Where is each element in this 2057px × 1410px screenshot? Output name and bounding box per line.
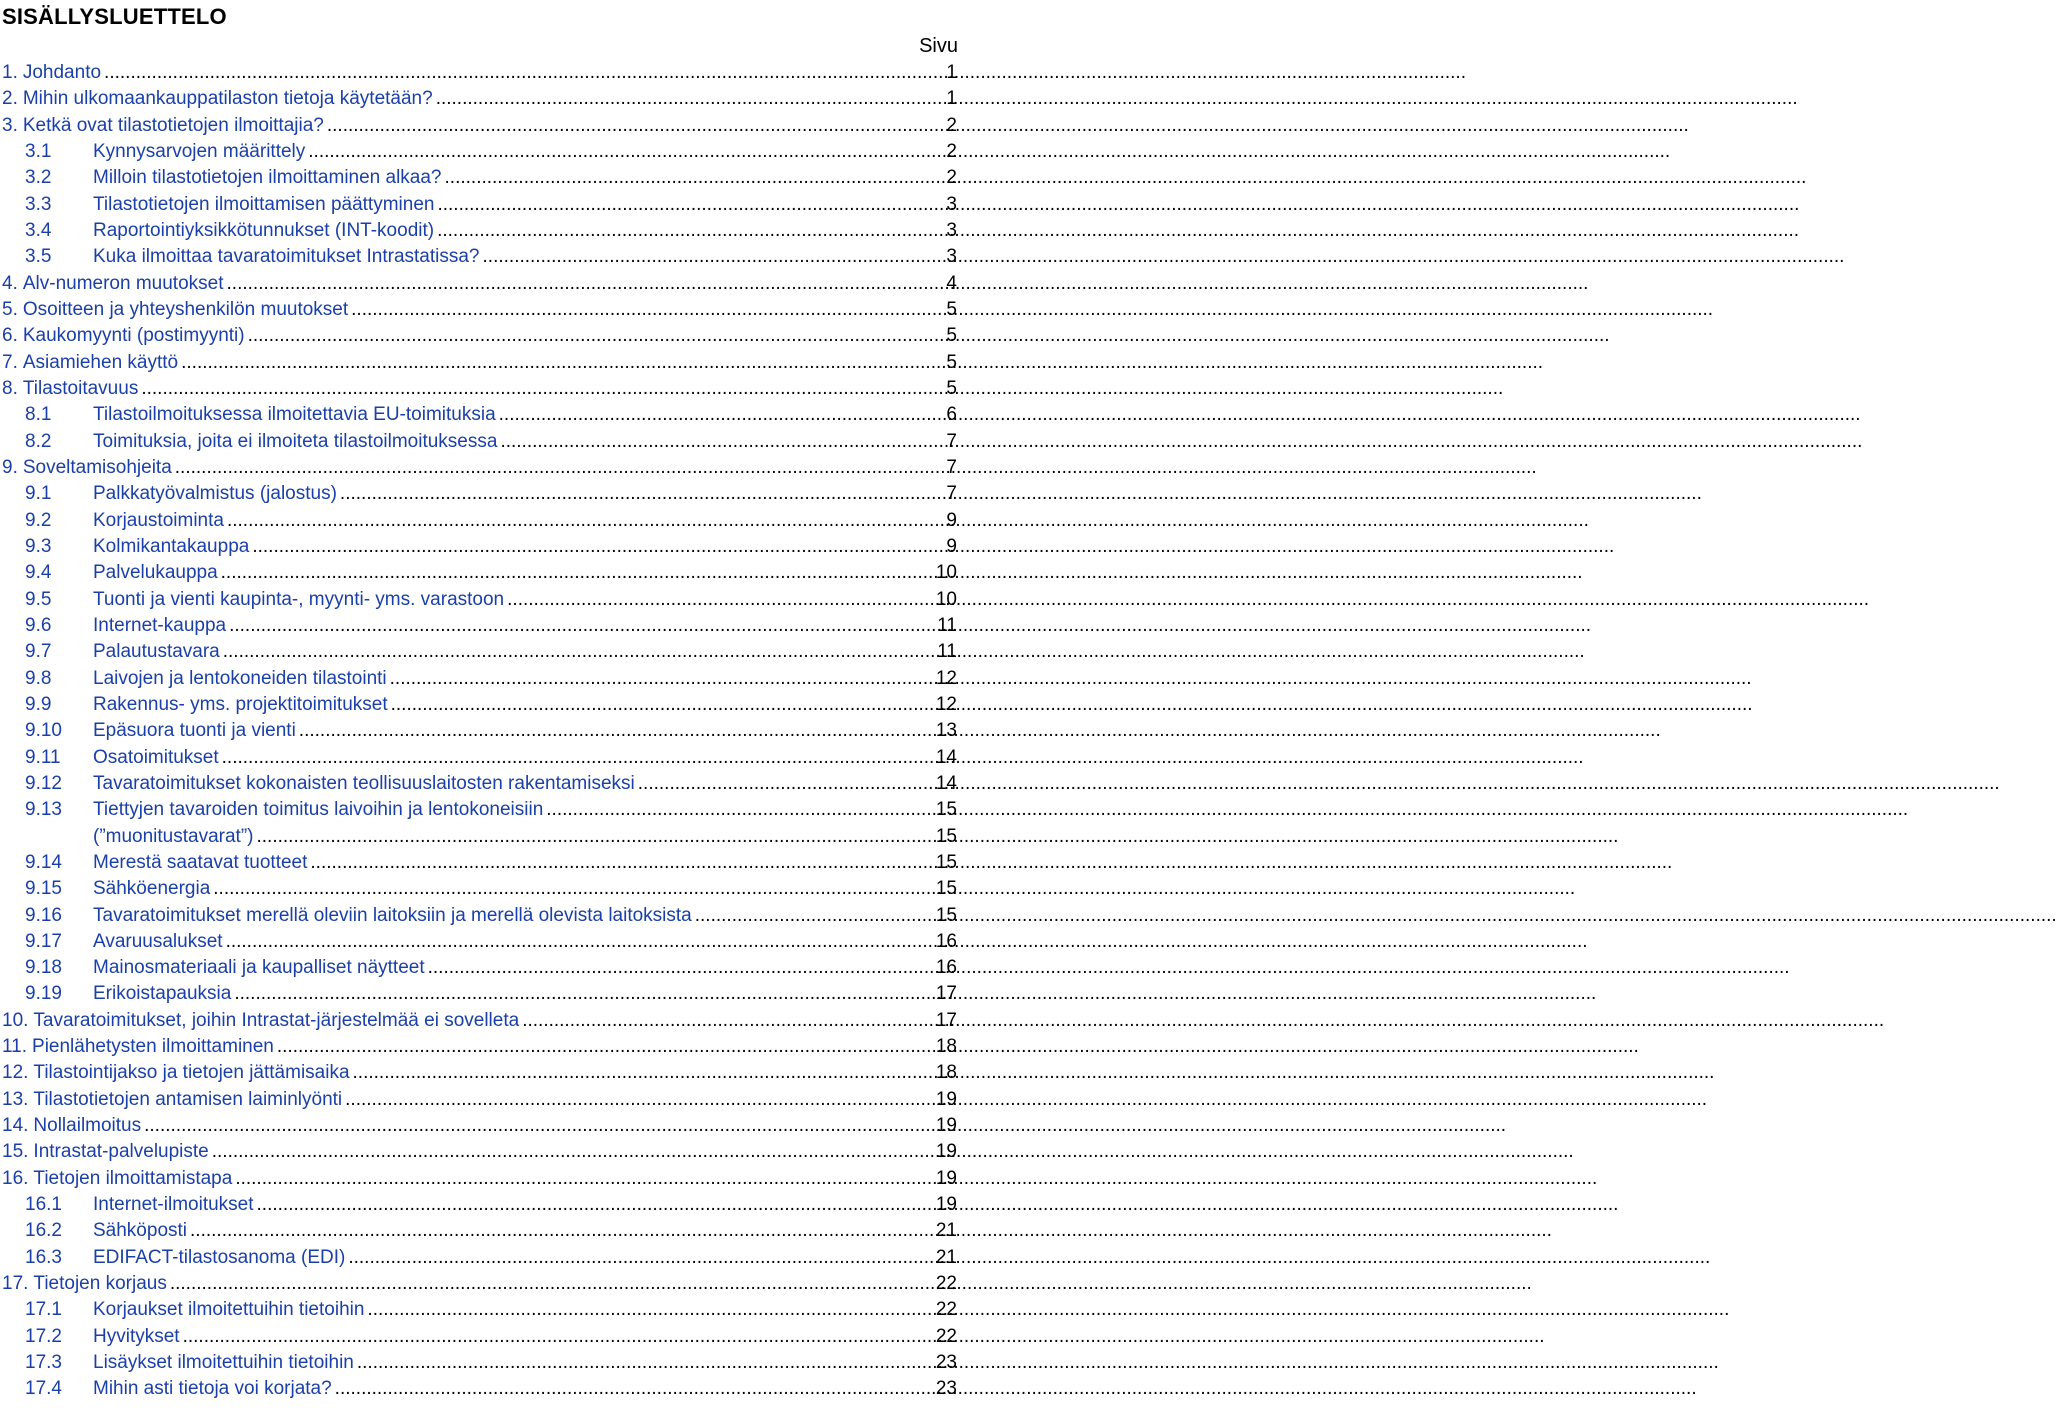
toc-entry-page: 16 xyxy=(935,930,957,952)
toc-leader-dots xyxy=(499,402,944,428)
toc-entry-number[interactable]: 9.18 xyxy=(25,957,62,979)
toc-leader-dots xyxy=(353,1060,933,1086)
toc-entry-link[interactable]: Tavaratoimitukset, joihin Intrastat-järjestelmää ei sovelleta xyxy=(33,1009,520,1031)
toc-entry-link[interactable]: Tavaratoimitukset merellä oleviin laitoksiin ja merellä olevista laitoksista xyxy=(93,904,692,926)
toc-entry[interactable] xyxy=(0,981,960,1007)
toc-leader-dots xyxy=(428,955,933,981)
toc-entry-number[interactable]: 9.15 xyxy=(25,878,62,900)
toc-entry-page: 9 xyxy=(946,509,957,531)
toc-entry-link[interactable]: Tuonti ja vienti kaupinta-, myynti- yms. varastoon xyxy=(93,588,505,610)
toc-entry-link[interactable]: Palvelukauppa xyxy=(93,562,218,584)
toc-entry-number[interactable]: 9. xyxy=(2,456,18,478)
toc-entry-number[interactable]: 17.4 xyxy=(25,1378,62,1400)
toc-entry-page: 15 xyxy=(935,878,957,900)
toc-entry-number[interactable]: 9.5 xyxy=(25,588,52,610)
toc-entry-number[interactable]: 9.8 xyxy=(25,667,52,689)
toc-entry-link[interactable]: Toimituksia, joita ei ilmoiteta tilastoilmoituksessa xyxy=(93,430,498,452)
toc-leader-dots xyxy=(183,1324,933,1350)
toc-entry-number[interactable]: 9.17 xyxy=(25,930,62,952)
toc-entry[interactable] xyxy=(0,218,960,244)
toc-entry[interactable] xyxy=(0,402,960,428)
toc-entry-link[interactable]: Kaukomyynti (postimyynti) xyxy=(22,325,245,347)
toc-entry-link[interactable]: Pienlähetysten ilmoittaminen xyxy=(32,1036,274,1058)
toc-leader-dots xyxy=(175,455,944,481)
toc-entry-page: 5 xyxy=(946,325,957,347)
toc-entry-link[interactable]: Sähköenergia xyxy=(93,878,211,900)
toc-entry[interactable] xyxy=(0,1034,960,1060)
toc-entry[interactable] xyxy=(0,113,960,139)
toc-leader-dots xyxy=(340,481,944,507)
toc-entry[interactable] xyxy=(0,376,960,402)
toc-entry-page: 7 xyxy=(946,483,957,505)
toc-entry-link[interactable]: Mihin asti tietoja voi korjata? xyxy=(93,1378,332,1400)
toc-entry-link[interactable]: Avaruusalukset xyxy=(93,930,223,952)
toc-leader-dots xyxy=(436,86,944,112)
toc-entry-page: 6 xyxy=(946,404,957,426)
toc-entry[interactable] xyxy=(0,745,960,771)
toc-leader-dots xyxy=(277,1034,933,1060)
toc-leader-dots xyxy=(308,139,943,165)
toc-leader-dots xyxy=(252,534,943,560)
toc-entry-number[interactable]: 9.10 xyxy=(25,720,62,742)
toc-entry-number[interactable]: 17. xyxy=(2,1273,29,1295)
toc-entry[interactable] xyxy=(0,929,960,955)
toc-entry[interactable] xyxy=(0,1113,960,1139)
toc-leader-dots xyxy=(212,1139,933,1165)
toc-entry[interactable] xyxy=(0,876,960,902)
toc-entry-number[interactable]: 16. xyxy=(2,1167,29,1189)
toc-leader-dots xyxy=(257,1192,933,1218)
toc-entry-number[interactable]: 12. xyxy=(2,1062,29,1084)
toc-entry[interactable] xyxy=(0,1060,960,1086)
toc-entry-page: 21 xyxy=(935,1246,957,1268)
toc-leader-dots xyxy=(104,60,943,86)
toc-entry-number[interactable]: 17.1 xyxy=(25,1299,62,1321)
toc-entry-page: 19 xyxy=(935,1167,957,1189)
toc-leader-dots xyxy=(222,745,933,771)
toc-entry[interactable] xyxy=(0,165,960,191)
document-page xyxy=(0,0,960,1410)
toc-list xyxy=(0,60,960,1403)
toc-entry-page: 11 xyxy=(937,641,957,663)
toc-entry-number[interactable]: 9.7 xyxy=(25,641,52,663)
toc-entry-page: 1 xyxy=(946,62,957,83)
toc-entry[interactable] xyxy=(0,534,960,560)
toc-entry-page: 17 xyxy=(935,1009,957,1031)
toc-entry-link[interactable]: Asiamiehen käyttö xyxy=(22,351,179,373)
toc-entry[interactable] xyxy=(0,797,960,823)
toc-entry-page: 4 xyxy=(946,272,957,294)
toc-entry[interactable] xyxy=(0,824,960,850)
toc-entry[interactable] xyxy=(0,1087,960,1113)
toc-entry-link[interactable]: Sähköposti xyxy=(93,1220,188,1242)
toc-entry-page: 11 xyxy=(937,614,957,636)
toc-entry[interactable] xyxy=(0,192,960,218)
toc-entry[interactable] xyxy=(0,297,960,323)
toc-entry[interactable] xyxy=(0,639,960,665)
toc-leader-dots xyxy=(141,376,943,402)
toc-leader-dots xyxy=(223,639,935,665)
toc-entry-number[interactable]: 9.12 xyxy=(25,772,62,794)
toc-entry-link[interactable]: Tiettyjen tavaroiden toimitus laivoihin ja lentokoneisiin xyxy=(93,799,544,821)
toc-entry-link[interactable]: (”muonitustavarat”) xyxy=(93,825,254,847)
toc-entry-page: 1 xyxy=(946,88,957,110)
toc-entry-page: 21 xyxy=(935,1220,957,1242)
toc-entry-number[interactable]: 11. xyxy=(2,1036,28,1058)
toc-entry-number[interactable]: 9.3 xyxy=(25,535,52,557)
toc-entry[interactable] xyxy=(0,60,960,86)
toc-entry-page: 15 xyxy=(935,904,957,926)
toc-entry-link[interactable]: Kolmikantakauppa xyxy=(93,535,250,557)
toc-entry[interactable] xyxy=(0,1192,960,1218)
toc-entry-page: 19 xyxy=(935,1088,957,1110)
toc-entry-page: 12 xyxy=(935,693,957,715)
toc-entry-number[interactable]: 16.1 xyxy=(25,1194,62,1216)
toc-leader-dots xyxy=(391,692,933,718)
toc-entry[interactable] xyxy=(0,244,960,270)
toc-leader-dots xyxy=(638,771,933,797)
toc-entry[interactable] xyxy=(0,587,960,613)
toc-entry-number[interactable]: 9.9 xyxy=(25,693,52,715)
toc-leader-dots xyxy=(445,165,944,191)
toc-entry-page: 7 xyxy=(946,456,957,478)
toc-entry-page: 22 xyxy=(935,1325,957,1347)
toc-entry-number[interactable]: 5. xyxy=(2,298,18,320)
toc-entry[interactable] xyxy=(0,560,960,586)
toc-entry-number[interactable]: 3.5 xyxy=(25,246,52,268)
toc-leader-dots xyxy=(335,1376,933,1402)
toc-entry-page: 9 xyxy=(946,535,957,557)
toc-entry-link[interactable]: Tilastotietojen antamisen laiminlyönti xyxy=(33,1088,343,1110)
toc-entry-page: 12 xyxy=(935,667,957,689)
toc-entry-page: 2 xyxy=(946,167,957,189)
toc-entry-number[interactable]: 3.3 xyxy=(25,193,52,215)
toc-entry[interactable] xyxy=(0,692,960,718)
toc-entry-number[interactable]: 14. xyxy=(2,1115,29,1137)
toc-leader-dots xyxy=(181,350,943,376)
toc-entry[interactable] xyxy=(0,508,960,534)
toc-entry-page: 3 xyxy=(946,219,957,241)
toc-leader-dots xyxy=(345,1087,933,1113)
toc-entry-number[interactable]: 3.4 xyxy=(25,219,52,241)
toc-leader-dots xyxy=(170,1271,933,1297)
toc-leader-dots xyxy=(522,1008,933,1034)
toc-leader-dots xyxy=(500,429,943,455)
toc-entry-number[interactable]: 9.11 xyxy=(25,746,61,768)
toc-entry[interactable] xyxy=(0,771,960,797)
toc-entry[interactable] xyxy=(0,1139,960,1165)
toc-entry-link[interactable]: Lisäykset ilmoitettuihin tietoihin xyxy=(93,1352,354,1374)
toc-entry-number[interactable]: 9.6 xyxy=(25,614,52,636)
toc-entry[interactable] xyxy=(0,1324,960,1350)
toc-entry-link[interactable]: Tilastotietojen ilmoittamisen päättyminen xyxy=(93,193,435,215)
toc-entry-link[interactable]: Tilastoitavuus xyxy=(22,377,139,399)
toc-entry-page: 15 xyxy=(935,799,957,821)
toc-entry-link[interactable]: Johdanto xyxy=(22,62,102,83)
toc-entry-page: 7 xyxy=(946,430,957,452)
toc-entry-link[interactable]: Korjaukset ilmoitettuihin tietoihin xyxy=(93,1299,365,1321)
toc-leader-dots xyxy=(437,192,943,218)
toc-leader-dots xyxy=(507,587,933,613)
toc-entry-number[interactable]: 3. xyxy=(2,114,18,136)
toc-entry-number[interactable]: 9.16 xyxy=(25,904,62,926)
toc-entry-number[interactable]: 4. xyxy=(2,272,18,294)
toc-entry-link[interactable]: Tilastoilmoituksessa ilmoitettavia EU-toimituksia xyxy=(93,404,496,426)
toc-entry[interactable] xyxy=(0,666,960,692)
toc-entry-page: 23 xyxy=(935,1378,957,1400)
toc-entry-number[interactable]: 9.14 xyxy=(25,851,62,873)
toc-entry-link[interactable]: Kuka ilmoittaa tavaratoimitukset Intrastatissa? xyxy=(93,246,480,268)
toc-entry-number[interactable]: 6. xyxy=(2,325,18,347)
toc-leader-dots xyxy=(437,218,943,244)
toc-entry-link[interactable]: Ketkä ovat tilastotietojen ilmoittajia? xyxy=(22,114,324,136)
toc-entry-link[interactable]: Tietojen korjaus xyxy=(33,1273,167,1295)
toc-entry[interactable] xyxy=(0,850,960,876)
toc-entry-link[interactable]: Mainosmateriaali ja kaupalliset näytteet xyxy=(93,957,425,979)
toc-entry[interactable] xyxy=(0,955,960,981)
toc-entry-number[interactable]: 7. xyxy=(2,351,18,373)
toc-entry-number[interactable]: 9.2 xyxy=(25,509,52,531)
toc-entry-number[interactable]: 8.1 xyxy=(25,404,52,426)
toc-leader-dots xyxy=(327,113,944,139)
toc-entry[interactable] xyxy=(0,455,960,481)
toc-leader-dots xyxy=(213,876,933,902)
toc-entry-page: 14 xyxy=(935,746,957,768)
toc-entry-page: 14 xyxy=(935,772,957,794)
toc-entry-page: 19 xyxy=(935,1115,957,1137)
toc-title: SISÄLLYSLUETTELO xyxy=(2,4,227,29)
toc-entry-link[interactable]: Internet-kauppa xyxy=(93,614,227,636)
toc-entry-page: 2 xyxy=(946,114,957,136)
toc-entry-page: 2 xyxy=(946,140,957,162)
toc-entry-page: 5 xyxy=(946,298,957,320)
toc-entry[interactable] xyxy=(0,903,960,929)
toc-entry-page: 15 xyxy=(935,851,957,873)
toc-entry-link[interactable]: Tavaratoimitukset kokonaisten teollisuuslaitosten rakentamiseksi xyxy=(93,772,635,794)
toc-entry[interactable] xyxy=(0,1218,960,1244)
toc-entry-link[interactable]: Soveltamisohjeita xyxy=(22,456,172,478)
toc-entry-number[interactable]: 8. xyxy=(2,377,18,399)
toc-entry[interactable] xyxy=(0,1245,960,1271)
toc-leader-dots xyxy=(367,1297,932,1323)
toc-entry-number[interactable]: 17.3 xyxy=(25,1352,62,1374)
toc-entry-link[interactable]: Korjaustoiminta xyxy=(93,509,224,531)
toc-entry[interactable] xyxy=(0,429,960,455)
toc-entry-page: 15 xyxy=(935,825,957,847)
toc-entry[interactable] xyxy=(0,481,960,507)
toc-leader-dots xyxy=(351,297,943,323)
toc-entry-page: 23 xyxy=(935,1352,957,1374)
toc-leader-dots xyxy=(357,1350,933,1376)
toc-leader-dots xyxy=(227,271,944,297)
toc-entry-page: 3 xyxy=(946,246,957,268)
toc-entry-number[interactable]: 9.19 xyxy=(25,983,62,1005)
toc-entry-link[interactable]: Alv-numeron muutokset xyxy=(22,272,224,294)
toc-entry-page: 13 xyxy=(935,720,957,742)
toc-entry-page: 17 xyxy=(935,983,957,1005)
toc-entry-number[interactable]: 13. xyxy=(2,1088,29,1110)
toc-entry-page: 19 xyxy=(935,1194,957,1216)
toc-leader-dots xyxy=(144,1113,933,1139)
toc-entry-link[interactable]: Epäsuora tuonti ja vienti xyxy=(93,720,296,742)
toc-entry[interactable] xyxy=(0,1271,960,1297)
toc-entry-page: 22 xyxy=(935,1273,957,1295)
toc-entry-link[interactable]: Intrastat-palvelupiste xyxy=(33,1141,209,1163)
toc-entry-number[interactable]: 17.2 xyxy=(25,1325,62,1347)
toc-entry-link[interactable]: Raportointiyksikkötunnukset (INT-koodit) xyxy=(93,219,435,241)
toc-entry[interactable] xyxy=(0,1350,960,1376)
toc-entry[interactable] xyxy=(0,350,960,376)
toc-entry-link[interactable]: Palkkatyövalmistus (jalostus) xyxy=(93,483,337,505)
toc-leader-dots xyxy=(546,797,933,823)
toc-leader-dots xyxy=(257,824,933,850)
toc-leader-dots xyxy=(695,903,933,929)
toc-entry-page: 19 xyxy=(935,1141,957,1163)
toc-entry-page: 10 xyxy=(935,588,957,610)
toc-entry-link[interactable]: Erikoistapauksia xyxy=(93,983,232,1005)
toc-entry[interactable] xyxy=(0,1297,960,1323)
toc-entry-number[interactable]: 3.1 xyxy=(25,140,52,162)
toc-leader-dots xyxy=(226,929,933,955)
toc-entry-page: 10 xyxy=(935,562,957,584)
toc-entry-link[interactable]: Kynnysarvojen määrittely xyxy=(93,140,306,162)
toc-leader-dots xyxy=(190,1218,933,1244)
toc-entry[interactable] xyxy=(0,718,960,744)
toc-entry-link[interactable]: Nollailmoitus xyxy=(33,1115,142,1137)
toc-entry-page: 3 xyxy=(946,193,957,215)
toc-entry[interactable] xyxy=(0,271,960,297)
toc-leader-dots xyxy=(348,1245,933,1271)
toc-entry[interactable] xyxy=(0,613,960,639)
toc-entry-number[interactable]: 16.3 xyxy=(25,1246,62,1268)
toc-entry-link[interactable]: Hyvitykset xyxy=(93,1325,180,1347)
toc-entry-link[interactable]: Milloin tilastotietojen ilmoittaminen alkaa? xyxy=(93,167,442,189)
toc-entry[interactable] xyxy=(0,1166,960,1192)
toc-entry-number[interactable]: 9.13 xyxy=(25,799,62,821)
toc-entry-number[interactable]: 9.4 xyxy=(25,562,52,584)
toc-entry-page: 16 xyxy=(935,957,957,979)
toc-leader-dots xyxy=(234,981,933,1007)
toc-entry-link[interactable]: Palautustavara xyxy=(93,641,220,663)
toc-entry-link[interactable]: Internet-ilmoitukset xyxy=(93,1194,254,1216)
toc-entry-number[interactable]: 8.2 xyxy=(25,430,52,452)
toc-leader-dots xyxy=(483,244,944,270)
toc-entry-number[interactable]: 1. xyxy=(2,62,18,83)
page-column-header: Sivu xyxy=(919,35,958,57)
toc-leader-dots xyxy=(221,560,933,586)
toc-leader-dots xyxy=(235,1166,933,1192)
toc-entry-page: 5 xyxy=(946,351,957,373)
toc-entry-link[interactable]: Tietojen ilmoittamistapa xyxy=(33,1167,233,1189)
toc-leader-dots xyxy=(310,850,932,876)
toc-entry-page: 5 xyxy=(946,377,957,399)
toc-entry-page: 22 xyxy=(935,1299,957,1321)
toc-entry-link[interactable]: Osatoimitukset xyxy=(93,746,219,768)
toc-entry-link[interactable]: EDIFACT-tilastosanoma (EDI) xyxy=(93,1246,346,1268)
toc-leader-dots xyxy=(299,718,933,744)
toc-entry-number[interactable]: 15. xyxy=(2,1141,29,1163)
toc-leader-dots xyxy=(227,508,943,534)
toc-entry[interactable] xyxy=(0,323,960,349)
toc-leader-dots xyxy=(248,323,944,349)
toc-entry-link[interactable]: Osoitteen ja yhteyshenkilön muutokset xyxy=(22,298,349,320)
toc-entry-page: 18 xyxy=(935,1036,957,1058)
toc-entry[interactable] xyxy=(0,86,960,112)
toc-entry-number[interactable]: 2. xyxy=(2,88,18,110)
toc-entry[interactable] xyxy=(0,139,960,165)
toc-entry-number[interactable]: 3.2 xyxy=(25,167,52,189)
toc-entry-number[interactable]: 16.2 xyxy=(25,1220,62,1242)
toc-leader-dots xyxy=(390,666,933,692)
toc-entry[interactable] xyxy=(0,1376,960,1402)
toc-entry-link[interactable]: Laivojen ja lentokoneiden tilastointi xyxy=(93,667,387,689)
toc-entry-link[interactable]: Rakennus- yms. projektitoimitukset xyxy=(93,693,388,715)
toc-entry-number[interactable]: 9.1 xyxy=(25,483,52,505)
toc-entry[interactable] xyxy=(0,1008,960,1034)
toc-entry-link[interactable]: Merestä saatavat tuotteet xyxy=(93,851,308,873)
toc-entry-page: 18 xyxy=(935,1062,957,1084)
toc-entry-link[interactable]: Mihin ulkomaankauppatilaston tietoja käytetään? xyxy=(22,88,433,110)
toc-leader-dots xyxy=(229,613,934,639)
toc-entry-link[interactable]: Tilastointijakso ja tietojen jättämisaika xyxy=(33,1062,350,1084)
toc-entry-number[interactable]: 10. xyxy=(2,1009,29,1031)
